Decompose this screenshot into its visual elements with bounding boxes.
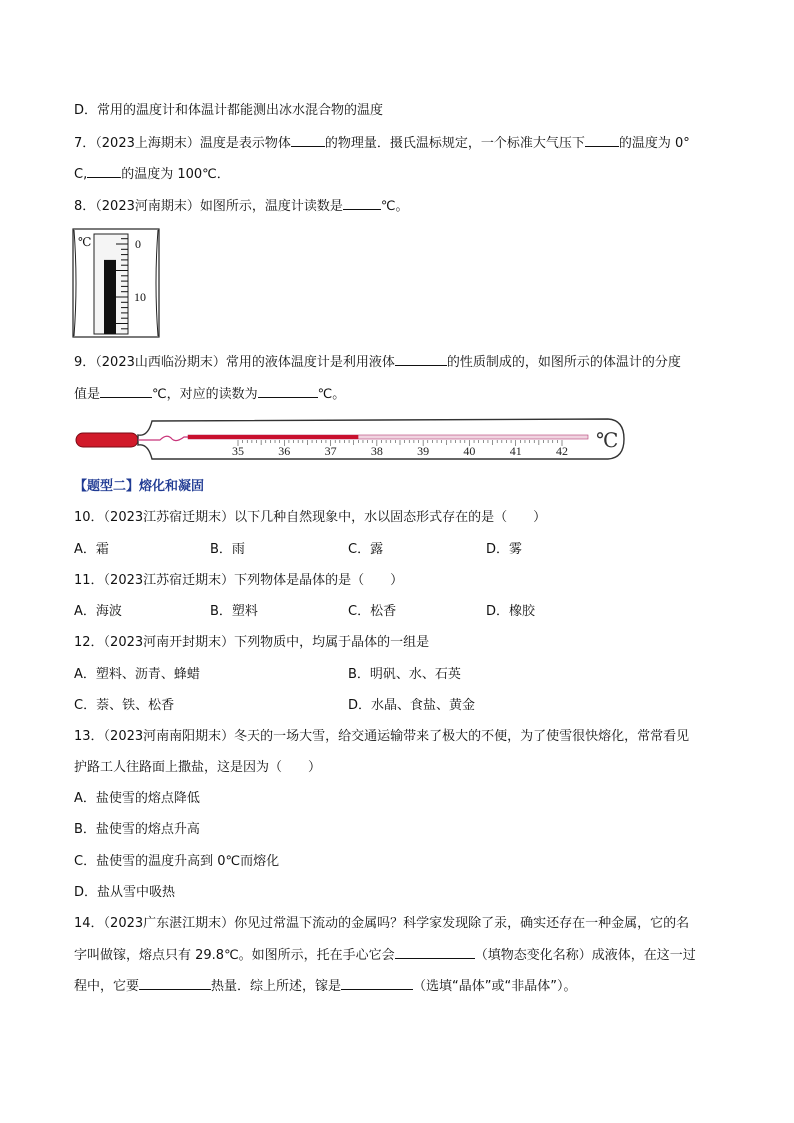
q9-text-2: 的性质制成的，如图所示的体温计的分度 (446, 355, 681, 370)
q10-stem: 10．（2023江苏宿迁期末）以下几种自然现象中，水以固态形式存在的是（ ） (74, 510, 547, 525)
q9-scale-label: 36 (278, 444, 291, 458)
q14-line-2 (74, 946, 696, 965)
q9-scale-label: 41 (509, 444, 522, 458)
q14-text-2: （填物态变化名称）成液体，在这一过 (474, 948, 696, 963)
q14-line-3 (74, 977, 576, 996)
q9-clinical-thermometer-figure (72, 415, 628, 463)
q12-option-b[interactable]: B．明矾、水、石英 (348, 667, 461, 682)
q14-text-3: 程中，它要 (74, 979, 140, 994)
section-heading: 【题型二】熔化和凝固 (74, 479, 205, 494)
q9-scale-label: 42 (556, 444, 568, 458)
q11-stem: 11．（2023江苏宿迁期末）下列物体是晶体的是（ ） (74, 573, 404, 588)
q14-line-1: 14．（2023广东湛江期末）你见过常温下流动的金属吗？科学家发现除了汞，确实还存在一种金属，它的名 (74, 916, 690, 931)
q14-blank-2[interactable] (139, 977, 211, 990)
q8-text-1: 8．（2023河南期末）如图所示，温度计读数是 (74, 199, 343, 214)
q9-unit-label: ℃ (596, 430, 619, 452)
q12-stem: 12．（2023河南开封期末）下列物质中，均属于晶体的一组是 (74, 635, 430, 650)
q9-text-4: ℃，对应的读数为 (152, 387, 258, 402)
q12-option-a[interactable]: A．塑料、沥青、蜂蜡 (74, 667, 200, 682)
q12-option-d[interactable]: D．水晶、食盐、黄金 (348, 698, 476, 713)
q9-scale-label: 38 (370, 444, 383, 458)
q13-stem-1: 13．（2023河南南阳期末）冬天的一场大雪，给交通运输带来了极大的不便，为了使雪很快熔化，常常看见 (74, 729, 690, 744)
q14-blank-3[interactable] (341, 977, 413, 990)
q12-option-c[interactable]: C．萘、铁、松香 (74, 698, 175, 713)
q8-liquid-column (104, 260, 116, 334)
q14-text-5: （选填“晶体”或“非晶体”）。 (413, 979, 577, 994)
q9-blank-3[interactable] (258, 385, 318, 398)
q13-option-a[interactable]: A．盐使雪的熔点降低 (74, 791, 200, 806)
q10-option-b[interactable]: B．雨 (210, 542, 245, 557)
q9-blank-2[interactable] (100, 385, 152, 398)
q9-mercury-column (188, 435, 358, 439)
q8-thermometer-figure (72, 228, 160, 338)
q10-options (74, 541, 734, 559)
q10-option-d[interactable]: D．雾 (486, 542, 523, 557)
q8-blank[interactable] (343, 197, 381, 210)
q7-blank-3[interactable] (87, 165, 121, 178)
q9-text-1: 9．（2023山西临汾期末）常用的液体温度计是利用液体 (74, 355, 395, 370)
q12-options-row-2 (74, 697, 734, 715)
q9-scale-label: 40 (463, 444, 476, 458)
q9-scale-label: 35 (232, 444, 244, 458)
q14-text-4: 热量．综上所述，镓是 (211, 979, 342, 994)
q9-bulb (76, 433, 138, 447)
q8-label-bottom: 10 (134, 290, 146, 304)
q12-options-row-1 (74, 666, 734, 684)
q10-option-a[interactable]: A．霜 (74, 542, 109, 557)
q11-option-d[interactable]: D．橡胶 (486, 604, 536, 619)
q11-option-a[interactable]: A．海波 (74, 604, 122, 619)
q7-line-2 (74, 165, 230, 184)
q8-label-top: 0 (135, 237, 141, 251)
q14-text-1: 字叫做镓，熔点只有 29.8℃。如图所示，托在手心它会 (74, 948, 395, 963)
q9-scale-label: 39 (417, 444, 430, 458)
q7-text-3: 的温度为 0° (618, 136, 690, 151)
q8-text-2: ℃。 (380, 199, 409, 214)
q9-text-5: ℃。 (317, 387, 346, 402)
q8-unit-label: ℃ (78, 235, 92, 249)
q13-stem-2: 护路工人往路面上撒盐，这是因为（ ） (74, 760, 322, 775)
q13-option-d[interactable]: D．盐从雪中吸热 (74, 885, 176, 900)
q9-text-3: 值是 (74, 387, 101, 402)
q9-scale-label: 37 (324, 444, 337, 458)
q7-line-1 (74, 134, 690, 153)
q14-blank-1[interactable] (395, 946, 475, 959)
q6-option-d: D．常用的温度计和体温计都能测出冰水混合物的温度 (74, 103, 384, 118)
q7-text-5: 的温度为 100℃． (121, 167, 230, 182)
q7-text-2: 的物理量．摄氏温标规定，一个标准大气压下 (324, 136, 585, 151)
q13-option-b[interactable]: B．盐使雪的熔点升高 (74, 822, 200, 837)
q11-option-c[interactable]: C．松香 (348, 604, 397, 619)
q9-line-2 (74, 385, 345, 404)
q7-text-4: C, (74, 167, 88, 182)
q8-line (74, 197, 408, 216)
q7-blank-2[interactable] (585, 134, 619, 147)
q10-option-c[interactable]: C．露 (348, 542, 384, 557)
q11-options (74, 603, 734, 621)
q9-line-1 (74, 353, 681, 372)
q11-option-b[interactable]: B．塑料 (210, 604, 258, 619)
q13-option-c[interactable]: C．盐使雪的温度升高到 0℃而熔化 (74, 854, 280, 869)
q9-blank-1[interactable] (395, 353, 447, 366)
q7-text-1: 7．（2023上海期末）温度是表示物体 (74, 136, 291, 151)
q7-blank-1[interactable] (291, 134, 325, 147)
